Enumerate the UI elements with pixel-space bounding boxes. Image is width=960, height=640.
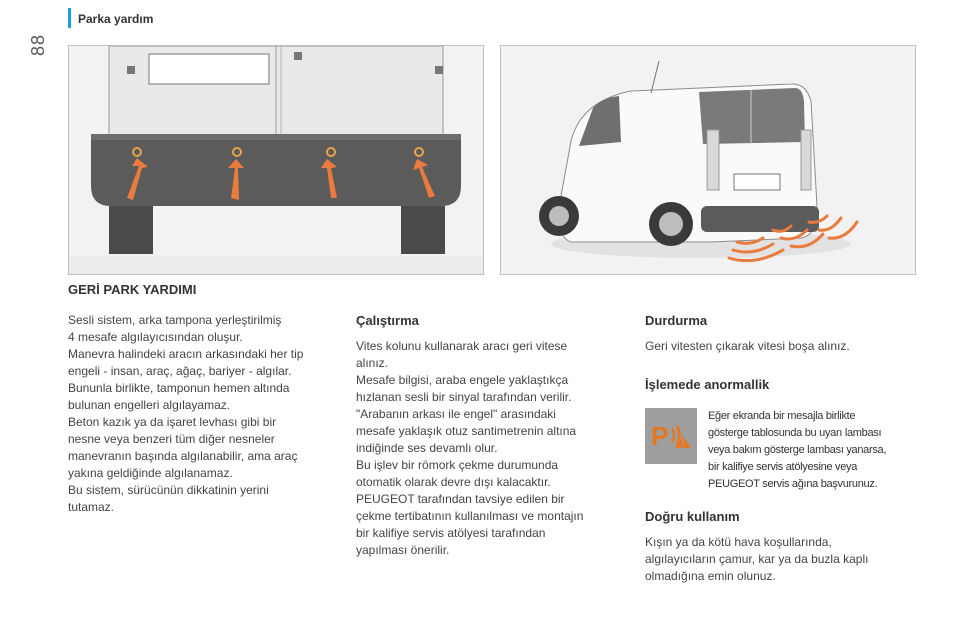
calistirma-line: indiğinde ses devamlı olur. <box>356 441 498 455</box>
intro-line: manevranın başında algılanabilir, ama araç <box>68 449 298 463</box>
van-illustration <box>500 45 916 275</box>
calistirma-line: Vites kolunu kullanarak aracı geri vitese <box>356 339 568 353</box>
arrow-4 <box>413 159 435 198</box>
section-title: GERİ PARK YARDIMI <box>68 282 197 297</box>
sensor-2 <box>233 148 241 156</box>
durdurma-text: Geri vitesten çıkarak vitesi boşa alınız. <box>645 339 850 353</box>
parking-sensor-warning-icon <box>645 408 697 464</box>
intro-line: Sesli sistem, arka tampona yerleştirilmiş <box>68 313 282 327</box>
warning-line: Eğer ekranda bir mesajla birlikte <box>708 410 856 422</box>
intro-line: yakına geldiğinde algılanamaz. <box>68 466 233 480</box>
calistirma-line: "Arabanın arkası ile engel" arasındaki <box>356 407 556 421</box>
sensor-4 <box>415 148 423 156</box>
warning-line: PEUGEOT servis ağına başvurunuz. <box>708 478 878 490</box>
warning-line: gösterge tablosunda bu uyarı lambası <box>708 427 882 439</box>
intro-line: tutamaz. <box>68 500 115 514</box>
calistirma-line: mesafe yaklaşık otuz santimetrenin altına <box>356 424 577 438</box>
calistirma-line: yapılması önerilir. <box>356 543 450 557</box>
calistirma-line: alınız. <box>356 356 389 370</box>
arrow-1 <box>127 158 148 200</box>
warning-lamp-svg <box>645 408 697 464</box>
warning-line: bir kalifiye servis atölyesine veya <box>708 461 858 473</box>
intro-line: Bu sistem, sürücünün dikkatinin yerini <box>68 483 269 497</box>
calistirma-line: hızlanan sesli bir sinyal tarafından verilir. <box>356 390 572 404</box>
sensor-3 <box>327 148 335 156</box>
dogru-line: olmadığına emin olunuz. <box>645 569 776 583</box>
header-title: Parka yardım <box>78 12 154 26</box>
calistirma-line: çekme tertibatının kullanılması ve montajın <box>356 509 584 523</box>
warning-block <box>645 408 920 488</box>
intro-column <box>68 312 340 516</box>
sensor-1 <box>133 148 141 156</box>
calistirma-line: bir kalifiye servis atölyesi tarafından <box>356 526 546 540</box>
intro-line: Bununla birlikte, tamponun hemen altında <box>68 381 290 395</box>
intro-line: Manevra halindeki aracın arkasındaki her tip <box>68 347 304 361</box>
dogru-section <box>645 508 920 585</box>
header-accent-bar <box>68 8 71 28</box>
calistirma-line: PEUGEOT tarafından tavsiye edilen bir <box>356 492 565 506</box>
dogru-line: algılayıcıların çamur, kar ya da buzla kaplı <box>645 552 869 566</box>
anormallik-section <box>645 376 920 402</box>
intro-line: bulunan engelleri algılayamaz. <box>68 398 231 412</box>
calistirma-line: otomatik olarak devre dışı kalacaktır. <box>356 475 551 489</box>
dogru-heading: Doğru kullanım <box>645 509 740 524</box>
calistirma-column <box>356 312 618 559</box>
anormallik-heading: İşlemede anormallik <box>645 377 770 392</box>
arrow-2 <box>228 159 244 200</box>
calistirma-line: Mesafe bilgisi, araba engele yaklaştıkça <box>356 373 569 387</box>
intro-line: Beton kazık ya da işaret levhası gibi bir <box>68 415 277 429</box>
arrow-3 <box>321 159 337 198</box>
intro-line: 4 mesafe algılayıcısından oluşur. <box>68 330 243 344</box>
van-drawing <box>501 46 915 274</box>
calistirma-line: Bu işlev bir römork çekme durumunda <box>356 458 559 472</box>
rear-bumper-illustration <box>68 45 484 275</box>
intro-line: engeli - insan, araç, ağaç, bariyer - algılar. <box>68 364 292 378</box>
dogru-line: Kışın ya da kötü hava koşullarında, <box>645 535 832 549</box>
durdurma-section <box>645 312 920 355</box>
durdurma-heading: Durdurma <box>645 313 708 328</box>
warning-line: veya bakım gösterge lambası yanarsa, <box>708 444 887 456</box>
calistirma-heading: Çalıştırma <box>356 313 419 328</box>
page-number: 88 <box>28 33 48 56</box>
warning-lamp-letter: P <box>651 421 669 451</box>
sensor-overlay <box>69 46 483 274</box>
warning-text <box>708 408 923 493</box>
intro-line: nesne veya benzeri tüm diğer nesneler <box>68 432 275 446</box>
